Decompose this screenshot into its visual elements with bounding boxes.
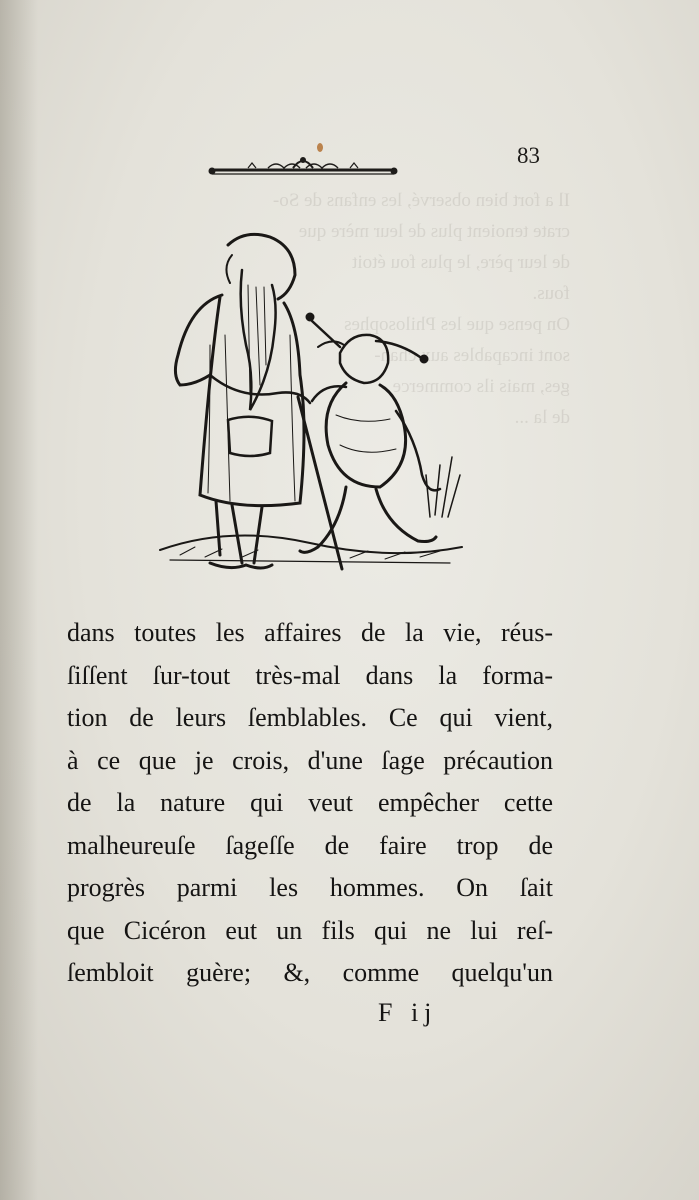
text-line: dans toutes les affaires de la vie, réus-: [67, 618, 553, 647]
gutter-shadow: [0, 0, 38, 1200]
signature-mark: F ij: [378, 998, 438, 1027]
text-line: progrès parmi les hommes. On ſait: [67, 873, 553, 902]
text-line: ſiſſent ſur-tout très-mal dans la forma-: [67, 660, 553, 690]
text-line: tion de leurs ſemblables. Ce qui vient,: [67, 703, 553, 732]
text-line: que Cicéron eut un fils qui ne lui reſ-: [67, 915, 553, 945]
text-line: de la nature qui veut empêcher cette: [67, 788, 553, 817]
page-number: 83: [517, 143, 540, 168]
body-text: [67, 612, 553, 995]
bleed-through-text: Il a fort bien observé, les enfans de So- crate tenoient plus de leur mère que de leur père, le plus fou étoit fous. On pense que les Philosophes sont incapables aux chan- ges, mais ils commerce de la ...: [272, 190, 570, 428]
text-line: malheureuſe ſageſſe de faire trop de: [67, 830, 553, 860]
headpiece-ornament-icon: [208, 152, 398, 182]
woodcut-old-man-and-jester-child-icon: [150, 225, 470, 585]
text-line: ſembloit guère; &, comme quelqu'un: [67, 958, 553, 987]
foxing-spot: [317, 143, 323, 152]
text-line: à ce que je crois, d'une ſage précaution: [67, 745, 553, 775]
